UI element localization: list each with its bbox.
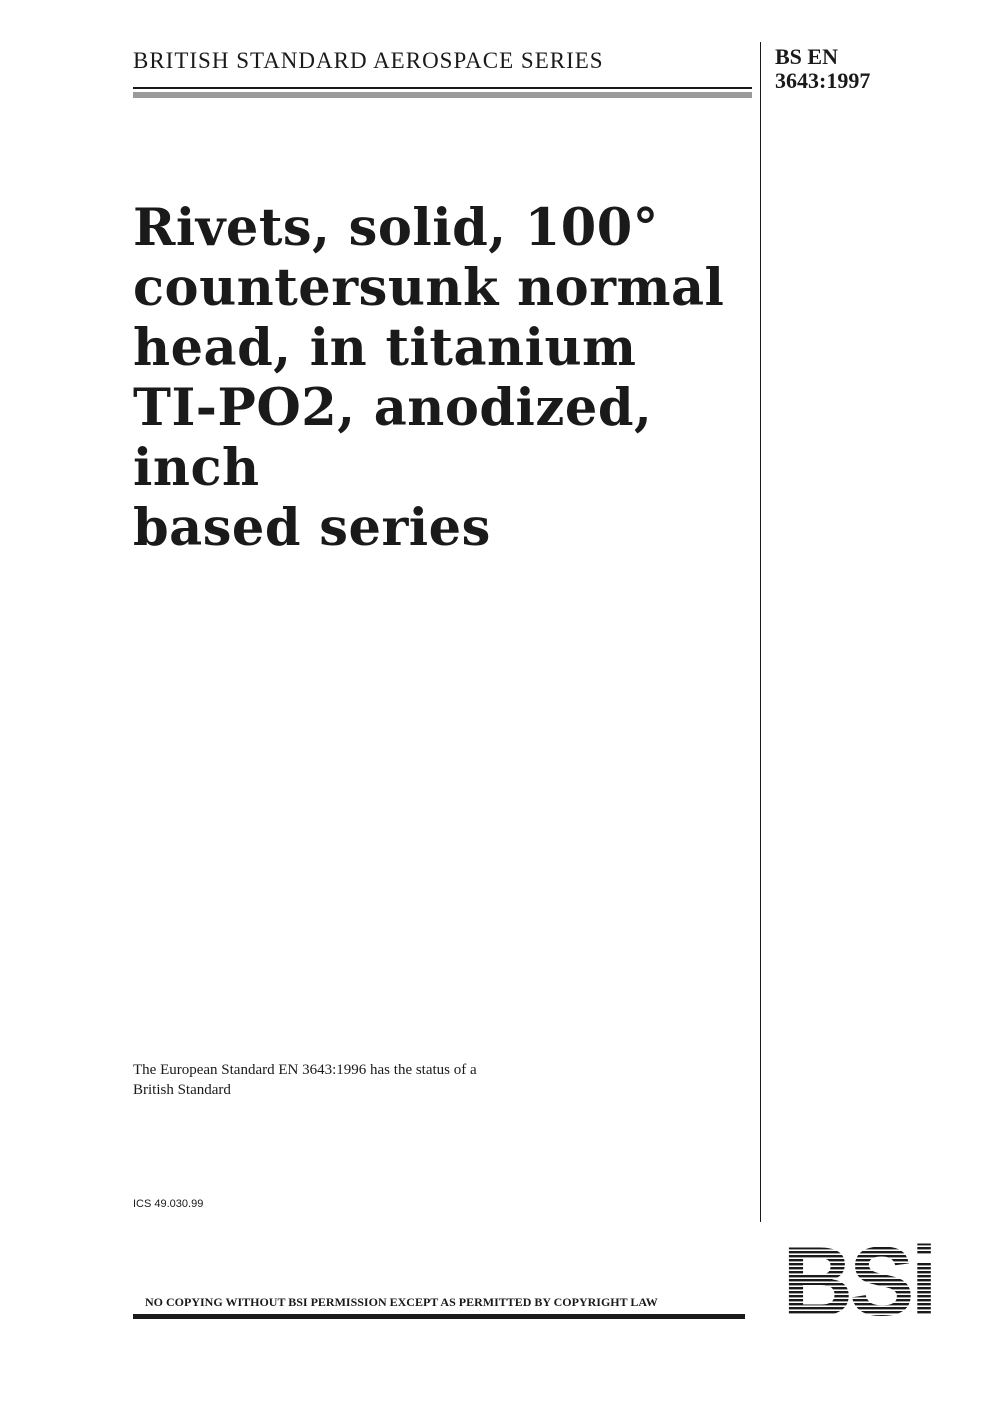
title-line: based series [133, 498, 491, 558]
status-line: British Standard [133, 1082, 231, 1098]
bsi-logo [770, 1243, 946, 1321]
header-rule-grey [133, 92, 752, 98]
standard-number-line2: 3643:1997 [775, 68, 871, 93]
title-line: TI-PO2, anodized, inch [133, 378, 653, 498]
status-line: The European Standard EN 3643:1996 has the status of a [133, 1062, 477, 1078]
footer-rule [133, 1314, 745, 1319]
column-divider [760, 42, 761, 1222]
copyright-notice: NO COPYING WITHOUT BSI PERMISSION EXCEPT AS PERMITTED BY COPYRIGHT LAW [145, 1295, 658, 1309]
title-line: Rivets, solid, 100° [133, 198, 659, 258]
status-note [133, 1060, 613, 1100]
standard-number [775, 45, 870, 93]
title-line: countersunk normal [133, 258, 725, 318]
header-rule [133, 87, 752, 89]
document-title [133, 198, 743, 558]
series-title: BRITISH STANDARD AEROSPACE SERIES [133, 48, 604, 73]
standard-number-line1: BS EN [775, 44, 838, 69]
title-line: head, in titanium [133, 318, 637, 378]
ics-code: ICS 49.030.99 [133, 1198, 204, 1210]
